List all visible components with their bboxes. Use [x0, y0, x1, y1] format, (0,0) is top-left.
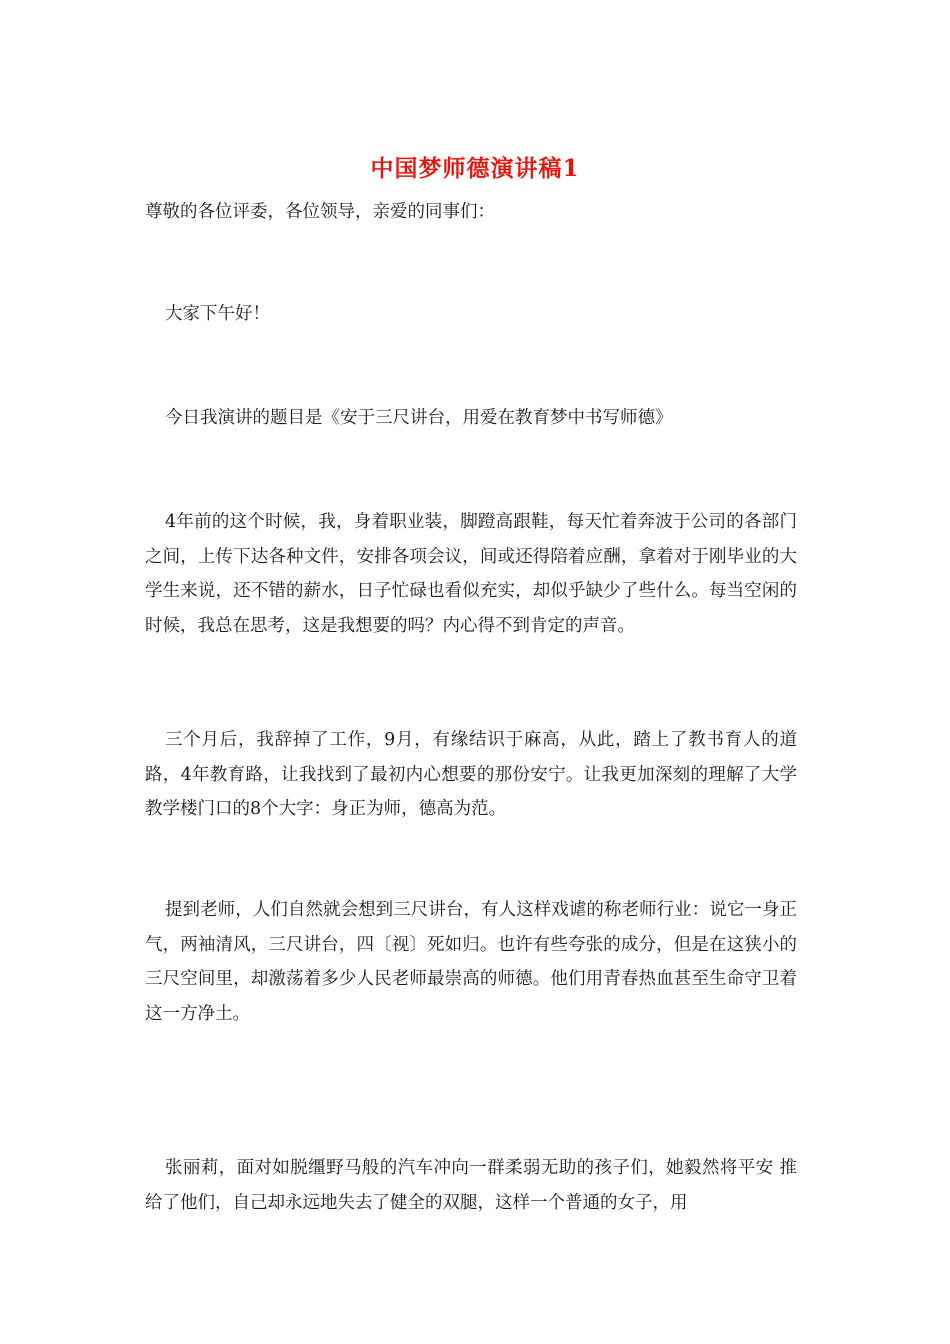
- greeting-paragraph: 尊敬的各位评委，各位领导，亲爱的同事们：: [145, 202, 495, 222]
- teacher-paragraph: 提到老师，人们自然就会想到三尺讲台，有人这样戏谑的称老师行业：说它一身正气，两袖清风，三尺讲台，四〔视〕死如归。也许有些夸张的成分，但是在这狭小的三尺空间里，却激荡着多少人民老师最崇高的师德。他们用青春热血甚至生命守卫着这一方净土。: [145, 900, 797, 1024]
- document-title: 中国梦师德演讲稿1: [370, 155, 580, 182]
- hello-paragraph: 大家下午好！: [165, 304, 270, 324]
- three-months-paragraph: 三个月后，我辞掉了工作，9月，有缘结识于麻高，从此，踏上了教书育人的道路，4年教育路，让我找到了最初内心想要的那份安宁。让我更加深刻的理解了大学教学楼门口的8个大字：身正为师，德高为范。: [145, 730, 797, 819]
- zhang-lili-paragraph: 张丽莉，面对如脱缰野马般的汽车冲向一群柔弱无助的孩子们，她毅然将平安 推 给了他们，自己却永远地失去了健全的双腿，这样一个普通的女子，用: [145, 1158, 797, 1213]
- topic-paragraph: 今日我演讲的题目是《安于三尺讲台，用爱在教育梦中书写师德》: [165, 408, 673, 428]
- four-years-paragraph: 4年前的这个时候，我，身着职业装，脚蹬高跟鞋，每天忙着奔波于公司的各部门之间，上传下达各种文件，安排各项会议，间或还得陪着应酬，拿着对于刚毕业的大学生来说，还不错的薪水，日子忙碌也看似充实，却似乎缺少了些什么。每当空闲的时候，我总在思考，这是我想要的吗？内心得不到肯定的声音。: [145, 512, 797, 636]
